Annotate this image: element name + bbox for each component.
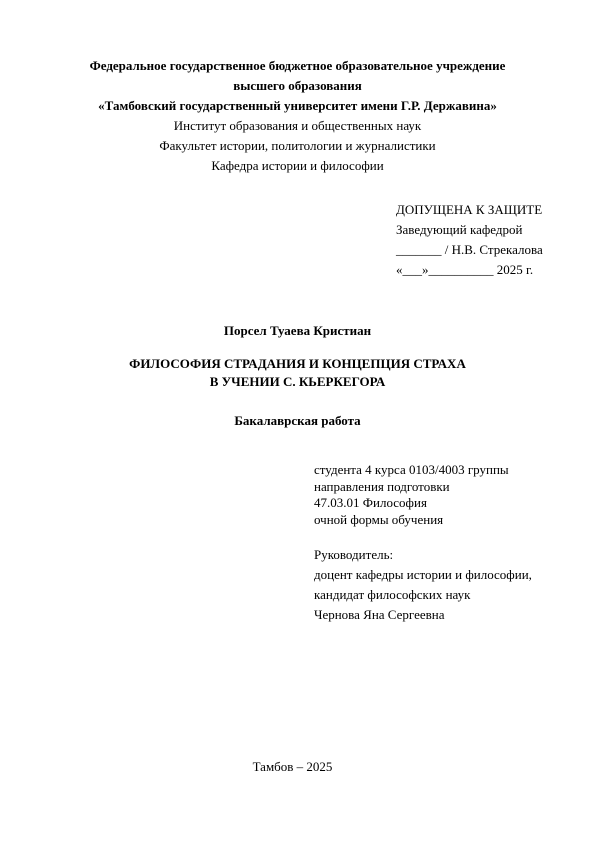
supervisor-label: Руководитель: [314, 547, 394, 562]
institute-name: Институт образования и общественных наук [173, 118, 422, 133]
approval-signature: _______ / Н.В. Стрекалова [396, 242, 543, 257]
student-info [314, 462, 509, 528]
department-name: Кафедра истории и философии [211, 158, 384, 173]
institution-line-2: высшего образования [233, 78, 362, 93]
approval-date: «___»__________ 2025 г. [396, 262, 534, 277]
institution-header [0, 56, 595, 176]
institution-line-1: Федеральное государственное бюджетное образовательное учреждение [89, 58, 506, 73]
student-course: студента 4 курса 0103/4003 группы [314, 462, 509, 477]
student-study-form: очной формы обучения [314, 511, 444, 527]
faculty-name: Факультет истории, политологии и журналистики [159, 138, 436, 153]
approval-status: ДОПУЩЕНА К ЗАЩИТЕ [396, 202, 543, 217]
student-direction: 47.03.01 Философия [314, 495, 427, 510]
thesis-title-line-2: В УЧЕНИИ С. КЬЕРКЕГОРА [209, 374, 386, 389]
author-name: Порсел Туаева Кристиан [223, 323, 372, 338]
student-direction-label: направления подготовки [314, 478, 450, 494]
approval-block [396, 200, 543, 280]
approval-role: Заведующий кафедрой [396, 222, 523, 237]
supervisor-name: Чернова Яна Сергеевна [314, 607, 445, 622]
supervisor-position: доцент кафедры истории и философии, [314, 567, 532, 582]
thesis-title [0, 355, 595, 391]
city-year: Тамбов – 2025 [252, 759, 333, 774]
thesis-title-line-1: ФИЛОСОФИЯ СТРАДАНИЯ И КОНЦЕПЦИЯ СТРАХА [129, 356, 466, 371]
supervisor-info [314, 545, 532, 625]
supervisor-degree: кандидат философских наук [314, 587, 471, 602]
work-type: Бакалаврская работа [234, 413, 361, 428]
university-name: «Тамбовский государственный университет имени Г.Р. Державина» [98, 98, 497, 113]
